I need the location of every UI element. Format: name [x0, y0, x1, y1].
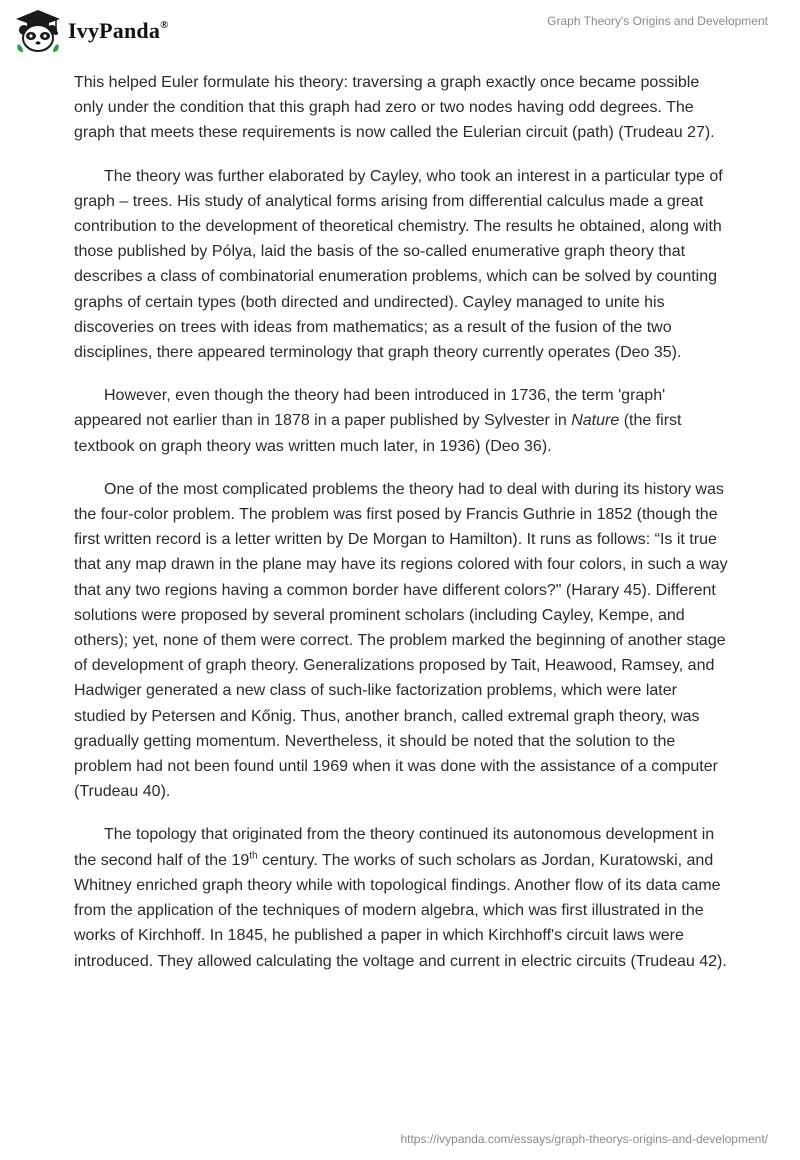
brand-name: IvyPanda® [68, 18, 169, 43]
paragraph-3 [74, 383, 730, 459]
page-header [0, 0, 800, 64]
paragraph-1: This helped Euler formulate his theory: traversing a graph exactly once became possible only under the condition that this graph had zero or two nodes having odd degrees. The graph that meets these requirements is now called the Eulerian circuit (path) (Trudeau 27). [74, 74, 715, 142]
source-url[interactable]: https://ivypanda.com/essays/graph-theorys-origins-and-development/ [400, 1132, 768, 1146]
paragraph-4: One of the most complicated problems the theory had to deal with during its history was the four-color problem. The problem was first posed by Francis Guthrie in 1852 (though the first written record is a letter written by De Morgan to Hamilton). It runs as follows: “Is it true that any map drawn in the plane may have its regions colored with four colors, in such a way that any two regions having a common border have different colors?" (Harary 45). Different solutions were proposed by several prominent scholars (including Cayley, Kempe, and others); yet, none of them were correct. The problem marked the beginning of another stage of development of graph theory. Generalizations proposed by Tait, Heawood, Ramsey, and Hadwiger generated a new class of such-like factorization problems, which were later studied by Petersen and Kőnig. Thus, another branch, called extremal graph theory, was gradually getting momentum. Nevertheless, it should be noted that the solution to the problem had not been found until 1969 when it was done with the assistance of a computer (Trudeau 40). [74, 480, 728, 801]
essay-body [74, 70, 730, 992]
registered-mark: ® [160, 18, 169, 31]
paragraph-3-text-start: However, even though the theory had been introduced in 1736, the term 'graph' appeared not earlier than in 1878 in a paper published by Sylvester in [74, 387, 666, 430]
ivypanda-logo[interactable] [14, 8, 169, 54]
paragraph-2: The theory was further elaborated by Cayley, who took an interest in a particular type of graph – trees. His study of analytical forms arising from differential calculus made a great contribution to the development of theoretical chemistry. The results he obtained, along with those published by Pólya, laid the basis of the so-called enumerative graph theory that describes a class of combinatorial enumeration problems, which can be solved by counting graphs of certain types (both directed and undirected). Cayley managed to unite his discoveries on trees with ideas from mathematics; as a result of the fusion of the two disciplines, there appeared terminology that graph theory currently operates (Deo 35). [74, 167, 723, 362]
paragraph-5 [74, 822, 730, 973]
document-title: Graph Theory's Origins and Development [547, 14, 768, 28]
journal-title: Nature [571, 412, 620, 430]
paragraph-3-text-end: (the first textbook on graph theory was written much later, in 1936) (Deo 36). [74, 412, 682, 455]
paragraph-5-text-start: The topology that originated from the theory continued its autonomous development in the second half of the 19 [74, 826, 715, 869]
paragraph-5-text-end: century. The works of such scholars as Jordan, Kuratowski, and Whitney enriched graph theory while with topological findings. Another flow of its data came from the application of the techniques of modern algebra, which was first illustrated in the works of Kirchhoff. In 1845, he published a paper in which Kirchhoff's circuit laws were introduced. They allowed calculating the voltage and current in electric circuits (Trudeau 42). [74, 851, 727, 970]
panda-graduation-cap-icon [14, 8, 62, 54]
ordinal-suffix: th [249, 850, 258, 862]
